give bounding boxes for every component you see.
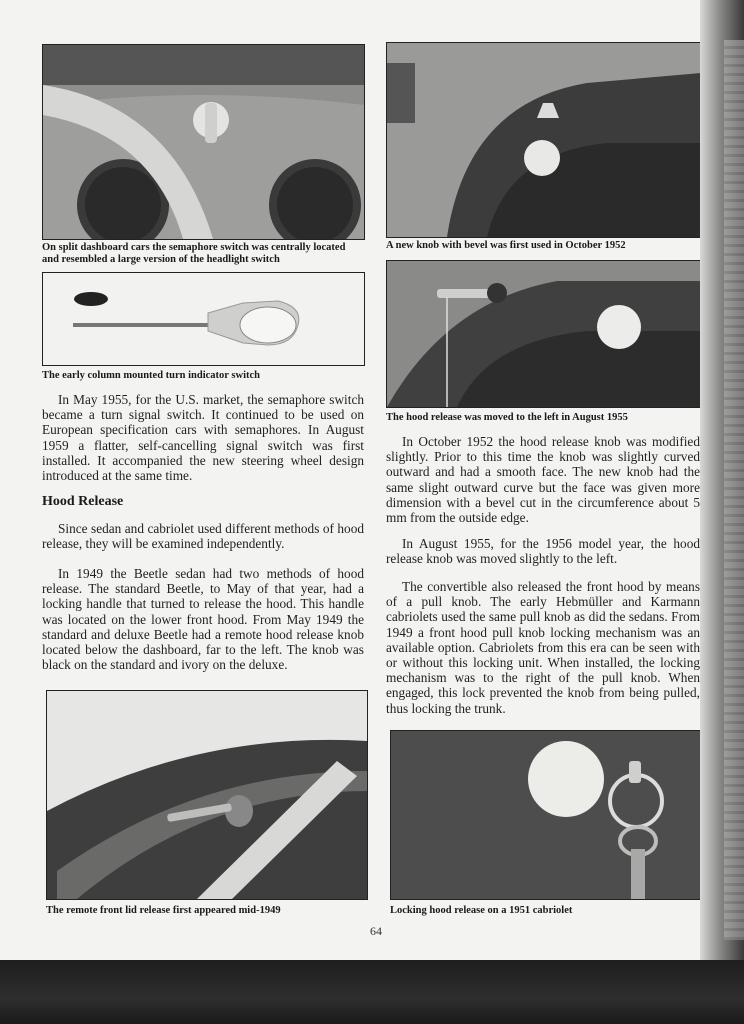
photo-locking-release bbox=[390, 730, 702, 900]
caption-new-knob: A new knob with bevel was first used in October 1952 bbox=[386, 240, 626, 251]
photo-moved-left bbox=[386, 260, 702, 408]
scanner-bottom-band bbox=[0, 960, 744, 1024]
photo-remote-release bbox=[46, 690, 368, 900]
left-paragraph-1: In May 1955, for the U.S. market, the semaphore switch became a turn signal switch. It continued to be used on European specification cars with semaphores. In August 1959 a flatter, self-cancelling signal switch was first installed. It accompanied the new steering wheel design introduced at the same time. bbox=[42, 392, 364, 484]
right-paragraph-3: The convertible also released the front hood by means of a pull knob. The early Hebmüller and Karmann cabriolets used the same pull knob as did the sedans. From 1949 a front hood pull knob locking mechanism was an available option. Cabriolets from this era can be seen with or without this locking unit. When installed, the locking mechanism was to the right of the pull knob. When engaged, this lock prevented the knob from being pulled, thus locking the trunk. bbox=[386, 579, 700, 716]
photo-column-switch bbox=[42, 272, 365, 366]
caption-moved-left: The hood release was moved to the left in August 1955 bbox=[386, 412, 628, 423]
page-number: 64 bbox=[370, 924, 382, 938]
right-paragraph-1: In October 1952 the hood release knob was modified slightly. Prior to this time the knob was slightly curved outward and had a smooth face. The new knob had the same slight outward curve but the face was given more dimension with a bevel cut in the circumference about 5 mm from the outside edge. bbox=[386, 434, 700, 526]
photo-semaphore-dashboard bbox=[42, 44, 365, 240]
photo-new-knob bbox=[386, 42, 702, 238]
caption-remote-release: The remote front lid release first appeared mid-1949 bbox=[46, 905, 281, 916]
caption-semaphore-dashboard: On split dashboard cars the semaphore switch was centrally located and resembled a large version of the headlight switch bbox=[42, 242, 346, 265]
right-paragraph-2: In August 1955, for the 1956 model year, the hood release knob was moved slightly to the left. bbox=[386, 536, 700, 567]
left-paragraph-2: Since sedan and cabriolet used different methods of hood release, they will be examined independently. bbox=[42, 521, 364, 552]
section-heading-hood-release: Hood Release bbox=[42, 494, 124, 509]
caption-locking-release: Locking hood release on a 1951 cabriolet bbox=[390, 905, 573, 916]
next-page-edge bbox=[724, 40, 744, 940]
caption-column-switch: The early column mounted turn indicator switch bbox=[42, 370, 260, 381]
left-paragraph-3: In 1949 the Beetle sedan had two methods of hood release. The standard Beetle, to May of that year, had a locking handle that turned to release the hood. This handle was located on the lower front hood. From May 1949 the standard and deluxe Beetle had a remote hood release knob located below the dashboard, far to the left. The knob was black on the standard and ivory on the deluxe. bbox=[42, 566, 364, 673]
